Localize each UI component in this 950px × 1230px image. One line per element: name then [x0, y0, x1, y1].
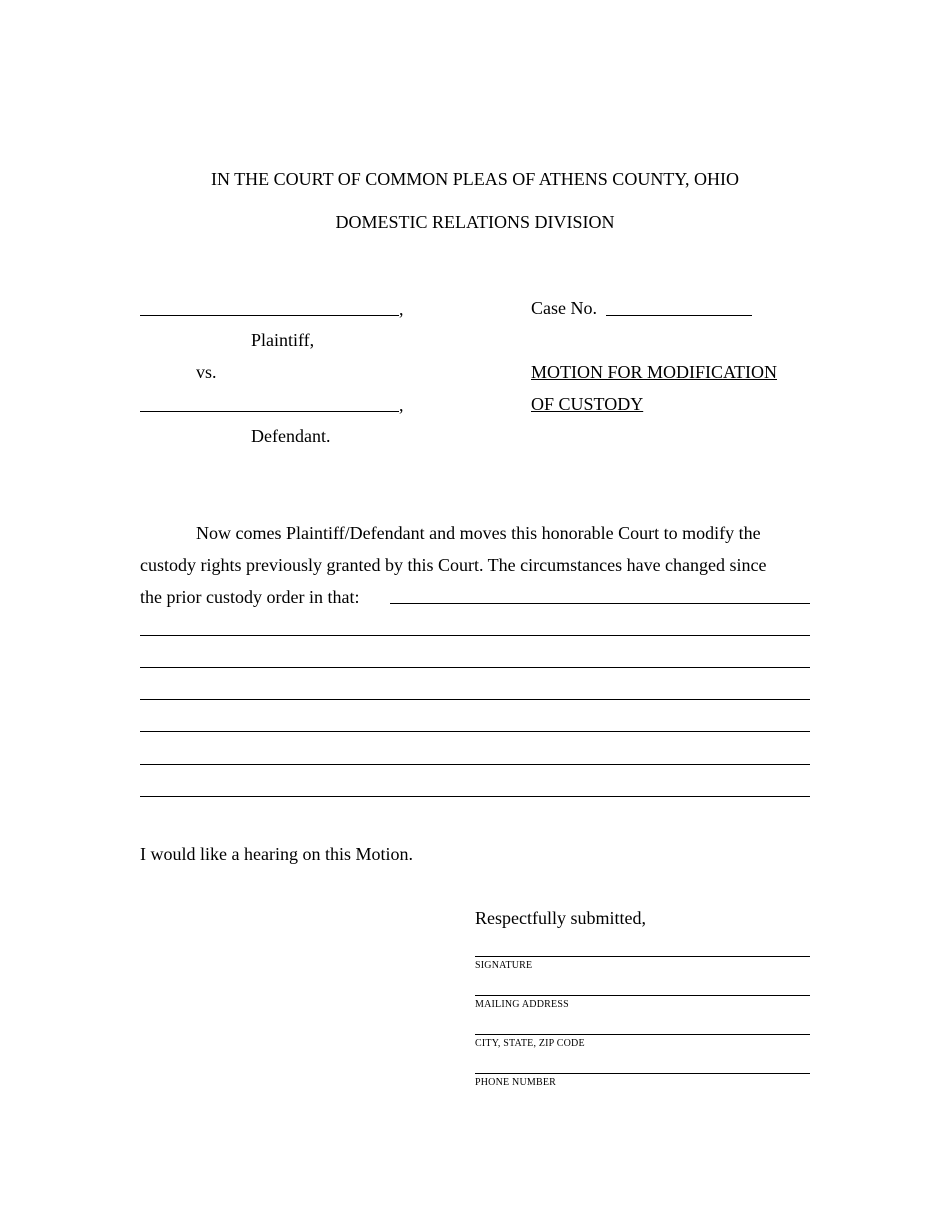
defendant-name-line[interactable] [140, 411, 399, 412]
defendant-label: Defendant. [251, 426, 331, 446]
circumstances-line[interactable] [140, 699, 810, 700]
body-line-2: custody rights previously granted by this Court. The circumstances have changed since [140, 555, 767, 575]
closing-text: Respectfully submitted, [475, 908, 646, 928]
motion-title-line1: MOTION FOR MODIFICATION [531, 362, 778, 382]
court-title: IN THE COURT OF COMMON PLEAS OF ATHENS COUNTY, OHIO [211, 169, 739, 189]
circumstances-line[interactable] [140, 796, 810, 797]
motion-title-line2: OF CUSTODY [531, 394, 644, 414]
circumstances-line[interactable] [140, 667, 810, 668]
phone-number-field-label: PHONE NUMBER [475, 1077, 557, 1088]
phone-number-line[interactable] [475, 1073, 810, 1074]
city-state-zip-line[interactable] [475, 1034, 810, 1035]
case-number-label: Case No. [531, 298, 597, 318]
circumstances-line[interactable] [140, 635, 810, 636]
body-line-3: the prior custody order in that: [140, 587, 360, 607]
city-state-zip-field-label: CITY, STATE, ZIP CODE [475, 1038, 585, 1049]
signature-line[interactable] [475, 956, 810, 957]
hearing-request: I would like a hearing on this Motion. [140, 844, 413, 864]
defendant-comma: , [399, 395, 404, 415]
circumstances-line[interactable] [140, 731, 810, 732]
circumstances-line[interactable] [390, 603, 810, 604]
plaintiff-comma: , [399, 299, 404, 319]
plaintiff-name-line[interactable] [140, 315, 399, 316]
mailing-address-field-label: MAILING ADDRESS [475, 999, 569, 1010]
plaintiff-label: Plaintiff, [251, 330, 315, 350]
division-title: DOMESTIC RELATIONS DIVISION [335, 212, 615, 232]
body-line-1: Now comes Plaintiff/Defendant and moves this honorable Court to modify the [196, 523, 761, 543]
circumstances-line[interactable] [140, 764, 810, 765]
vs-label: vs. [196, 362, 217, 382]
mailing-address-line[interactable] [475, 995, 810, 996]
case-number-line[interactable] [606, 315, 752, 316]
signature-field-label: SIGNATURE [475, 960, 533, 971]
